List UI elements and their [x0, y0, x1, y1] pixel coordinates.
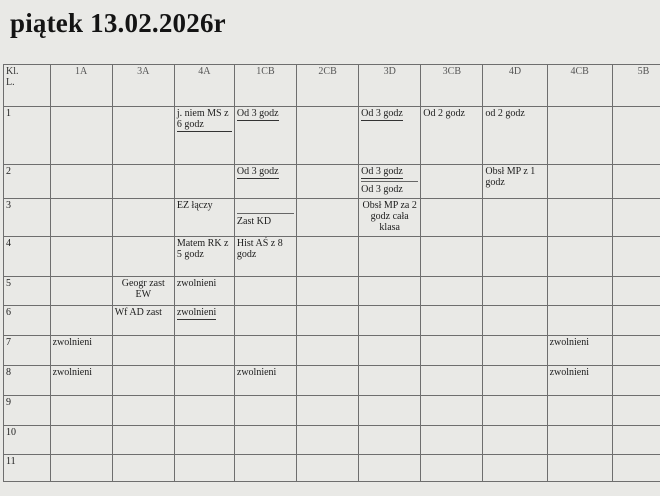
cell-text: Obsł MP za 2 godz cała klasa: [362, 200, 417, 233]
table-row: [4, 277, 660, 306]
table-row: [4, 366, 660, 396]
class-header: 3CB: [421, 65, 483, 107]
cell-text: Od 3 godz: [361, 108, 403, 119]
cell-text: Od 3 godz: [236, 108, 279, 119]
cell-text: Zast KD: [237, 213, 294, 227]
class-header: 5B: [612, 65, 660, 107]
lesson-number: 7: [4, 336, 51, 366]
lesson-number: 9: [4, 396, 51, 426]
cell-text: zwolnieni: [236, 367, 277, 378]
corner-cell: [4, 65, 51, 107]
cell-text: zwolnieni: [176, 307, 217, 318]
cell-text: Od 3 godz: [361, 181, 418, 195]
lesson-number: 1: [4, 107, 51, 165]
table-row: [4, 396, 660, 426]
class-header: 1A: [50, 65, 112, 107]
class-header: 3A: [112, 65, 174, 107]
lesson-number: 10: [4, 426, 51, 455]
lesson-number: 5: [4, 277, 51, 306]
cell-text: zwolnieni: [52, 337, 93, 348]
corner-class-label: Kl.: [6, 66, 19, 77]
table-row: [4, 237, 660, 277]
class-header: 2CB: [297, 65, 359, 107]
cell-text: EZ łączy: [176, 200, 213, 211]
cell-text: od 2 godz: [485, 108, 525, 119]
cell-text: zwolnieni: [549, 337, 590, 348]
substitution-table: [3, 64, 660, 482]
lesson-number: 11: [4, 455, 51, 482]
lesson-number: 8: [4, 366, 51, 396]
cell-text: Od 3 godz: [236, 166, 279, 177]
page-title: piątek 13.02.2026r: [10, 8, 226, 38]
class-header: 4D: [483, 65, 547, 107]
table-row: [4, 455, 660, 482]
table-row: [4, 306, 660, 336]
lesson-number: 2: [4, 165, 51, 199]
cell-text: zwolnieni: [52, 367, 93, 378]
table-row: [4, 165, 660, 199]
corner-lesson-label: L.: [6, 77, 15, 88]
lesson-number: 6: [4, 306, 51, 336]
class-header: 4A: [174, 65, 234, 107]
cell-text: Hist AŚ z 8 godz: [236, 238, 283, 260]
header-row: [4, 65, 660, 107]
table-row: [4, 107, 660, 165]
table-row: [4, 336, 660, 366]
cell-text: Matem RK z 5 godz: [176, 238, 229, 260]
lesson-number: 3: [4, 199, 51, 237]
cell-text: Geogr zast EW: [121, 278, 165, 300]
cell-text: Obsł MP z 1 godz: [485, 166, 536, 188]
cell-text: zwolnieni: [549, 367, 590, 378]
cell-text: j. niem MS z 6 godz: [177, 108, 232, 132]
table-row: [4, 426, 660, 455]
cell-text: Od 2 godz: [423, 108, 465, 119]
cell-text: zwolnieni: [176, 278, 217, 289]
lesson-number: 4: [4, 237, 51, 277]
cell-text: Wf AD zast: [114, 307, 162, 318]
class-header: 4CB: [547, 65, 612, 107]
table-row: [4, 199, 660, 237]
cell-text: Od 3 godz: [361, 166, 403, 177]
class-header: 1CB: [234, 65, 296, 107]
class-header: 3D: [359, 65, 421, 107]
